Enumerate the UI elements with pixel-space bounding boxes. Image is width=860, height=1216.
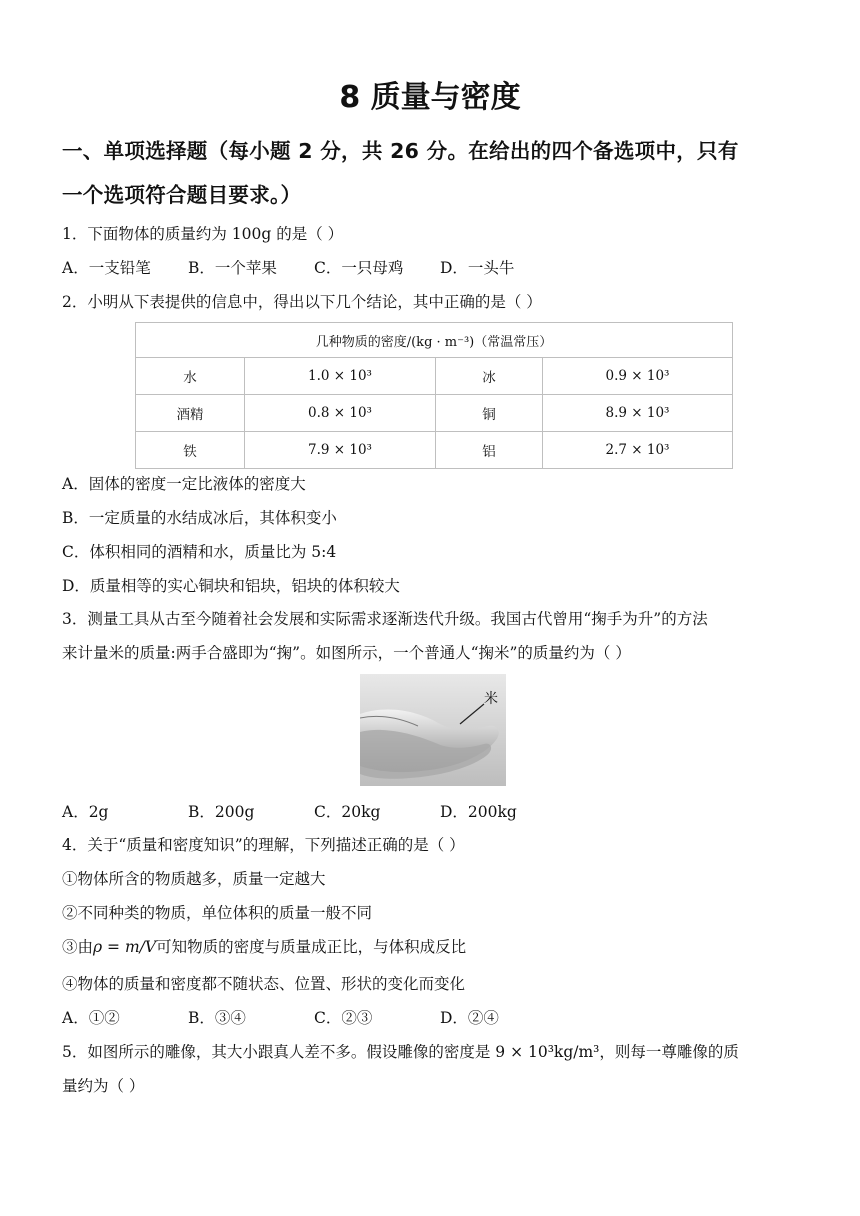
table-cell: 0.9 × 10³: [543, 358, 733, 395]
table-cell: 酒精: [136, 395, 245, 432]
question-3-option-d: D．200kg: [440, 803, 517, 821]
rice-label: 米: [484, 691, 498, 707]
statement-3-suffix: 可知物质的密度与质量成正比，与体积成反比: [156, 938, 467, 956]
table-cell: 8.9 × 10³: [543, 395, 733, 432]
statement-3-prefix: ③由: [62, 938, 94, 956]
table-row: [136, 358, 733, 395]
question-3-option-b: B．200g: [188, 803, 255, 821]
question-2-stem: 2．小明从下表提供的信息中，得出以下几个结论，其中正确的是（ ）: [62, 293, 542, 311]
section-heading-line-1: 一、单项选择题（每小题 2 分，共 26 分。在给出的四个备选项中，只有: [62, 139, 739, 163]
question-4-statement-1: ①物体所含的物质越多，质量一定越大: [62, 870, 326, 888]
question-4-option-c: C．②③: [314, 1009, 373, 1027]
table-row: [136, 395, 733, 432]
table-cell: 冰: [436, 358, 543, 395]
table-cell: 铜: [436, 395, 543, 432]
question-2-option-c: C．体积相同的酒精和水，质量比为 5:4: [62, 543, 337, 561]
question-1-option-d: D．一头牛: [440, 259, 515, 277]
question-3-option-a: A．2g: [62, 803, 109, 821]
question-1-option-b: B．一个苹果: [188, 259, 277, 277]
table-cell: 7.9 × 10³: [245, 432, 436, 469]
question-4-option-a: A．①②: [62, 1009, 120, 1027]
question-4-statement-2: ②不同种类的物质，单位体积的质量一般不同: [62, 904, 373, 922]
question-4-statement-3: [62, 935, 466, 957]
table-cell: 铁: [136, 432, 245, 469]
section-heading-line-2: 一个选项符合题目要求。）: [62, 183, 302, 207]
question-3-stem-line-1: 3．测量工具从古至今随着社会发展和实际需求逐渐迭代升级。我国古代曾用“掬手为升”的方法: [62, 610, 708, 628]
table-cell: 铝: [436, 432, 543, 469]
table-cell: 水: [136, 358, 245, 395]
question-2-option-d: D．质量相等的实心铜块和铝块，铝块的体积较大: [62, 577, 400, 595]
table-cell: 2.7 × 10³: [543, 432, 733, 469]
density-table-caption: 几种物质的密度/(kg · m⁻³)（常温常压）: [136, 323, 733, 358]
density-formula: ρ = m/V: [93, 938, 157, 956]
question-4-statement-4: ④物体的质量和密度都不随状态、位置、形状的变化而变化: [62, 975, 466, 993]
question-3-option-c: C．20kg: [314, 803, 381, 821]
page-title: 8 质量与密度: [339, 80, 521, 115]
question-5-stem-line-2: 量约为（ ）: [62, 1077, 145, 1095]
question-2-option-a: A．固体的密度一定比液体的密度大: [62, 475, 306, 493]
cupped-hands-rice-photo: [360, 674, 506, 786]
table-cell: 0.8 × 10³: [245, 395, 436, 432]
question-4-option-b: B．③④: [188, 1009, 246, 1027]
question-5-stem-line-1: 5．如图所示的雕像，其大小跟真人差不多。假设雕像的密度是 9 × 10³kg/m³，则每一尊雕像的质: [62, 1043, 739, 1061]
question-1-option-a: A．一支铅笔: [62, 259, 151, 277]
question-3-stem-line-2: 来计量米的质量:两手合盛即为“掬”。如图所示，一个普通人“掬米”的质量约为（ ）: [62, 644, 631, 662]
table-row: [136, 432, 733, 469]
question-4-option-d: D．②④: [440, 1009, 499, 1027]
density-table: [135, 322, 733, 469]
question-4-stem: 4．关于“质量和密度知识”的理解，下列描述正确的是（ ）: [62, 836, 465, 854]
question-2-option-b: B．一定质量的水结成冰后，其体积变小: [62, 509, 337, 527]
question-1-option-c: C．一只母鸡: [314, 259, 404, 277]
table-cell: 1.0 × 10³: [245, 358, 436, 395]
question-1-stem: 1．下面物体的质量约为 100g 的是（ ）: [62, 225, 344, 243]
